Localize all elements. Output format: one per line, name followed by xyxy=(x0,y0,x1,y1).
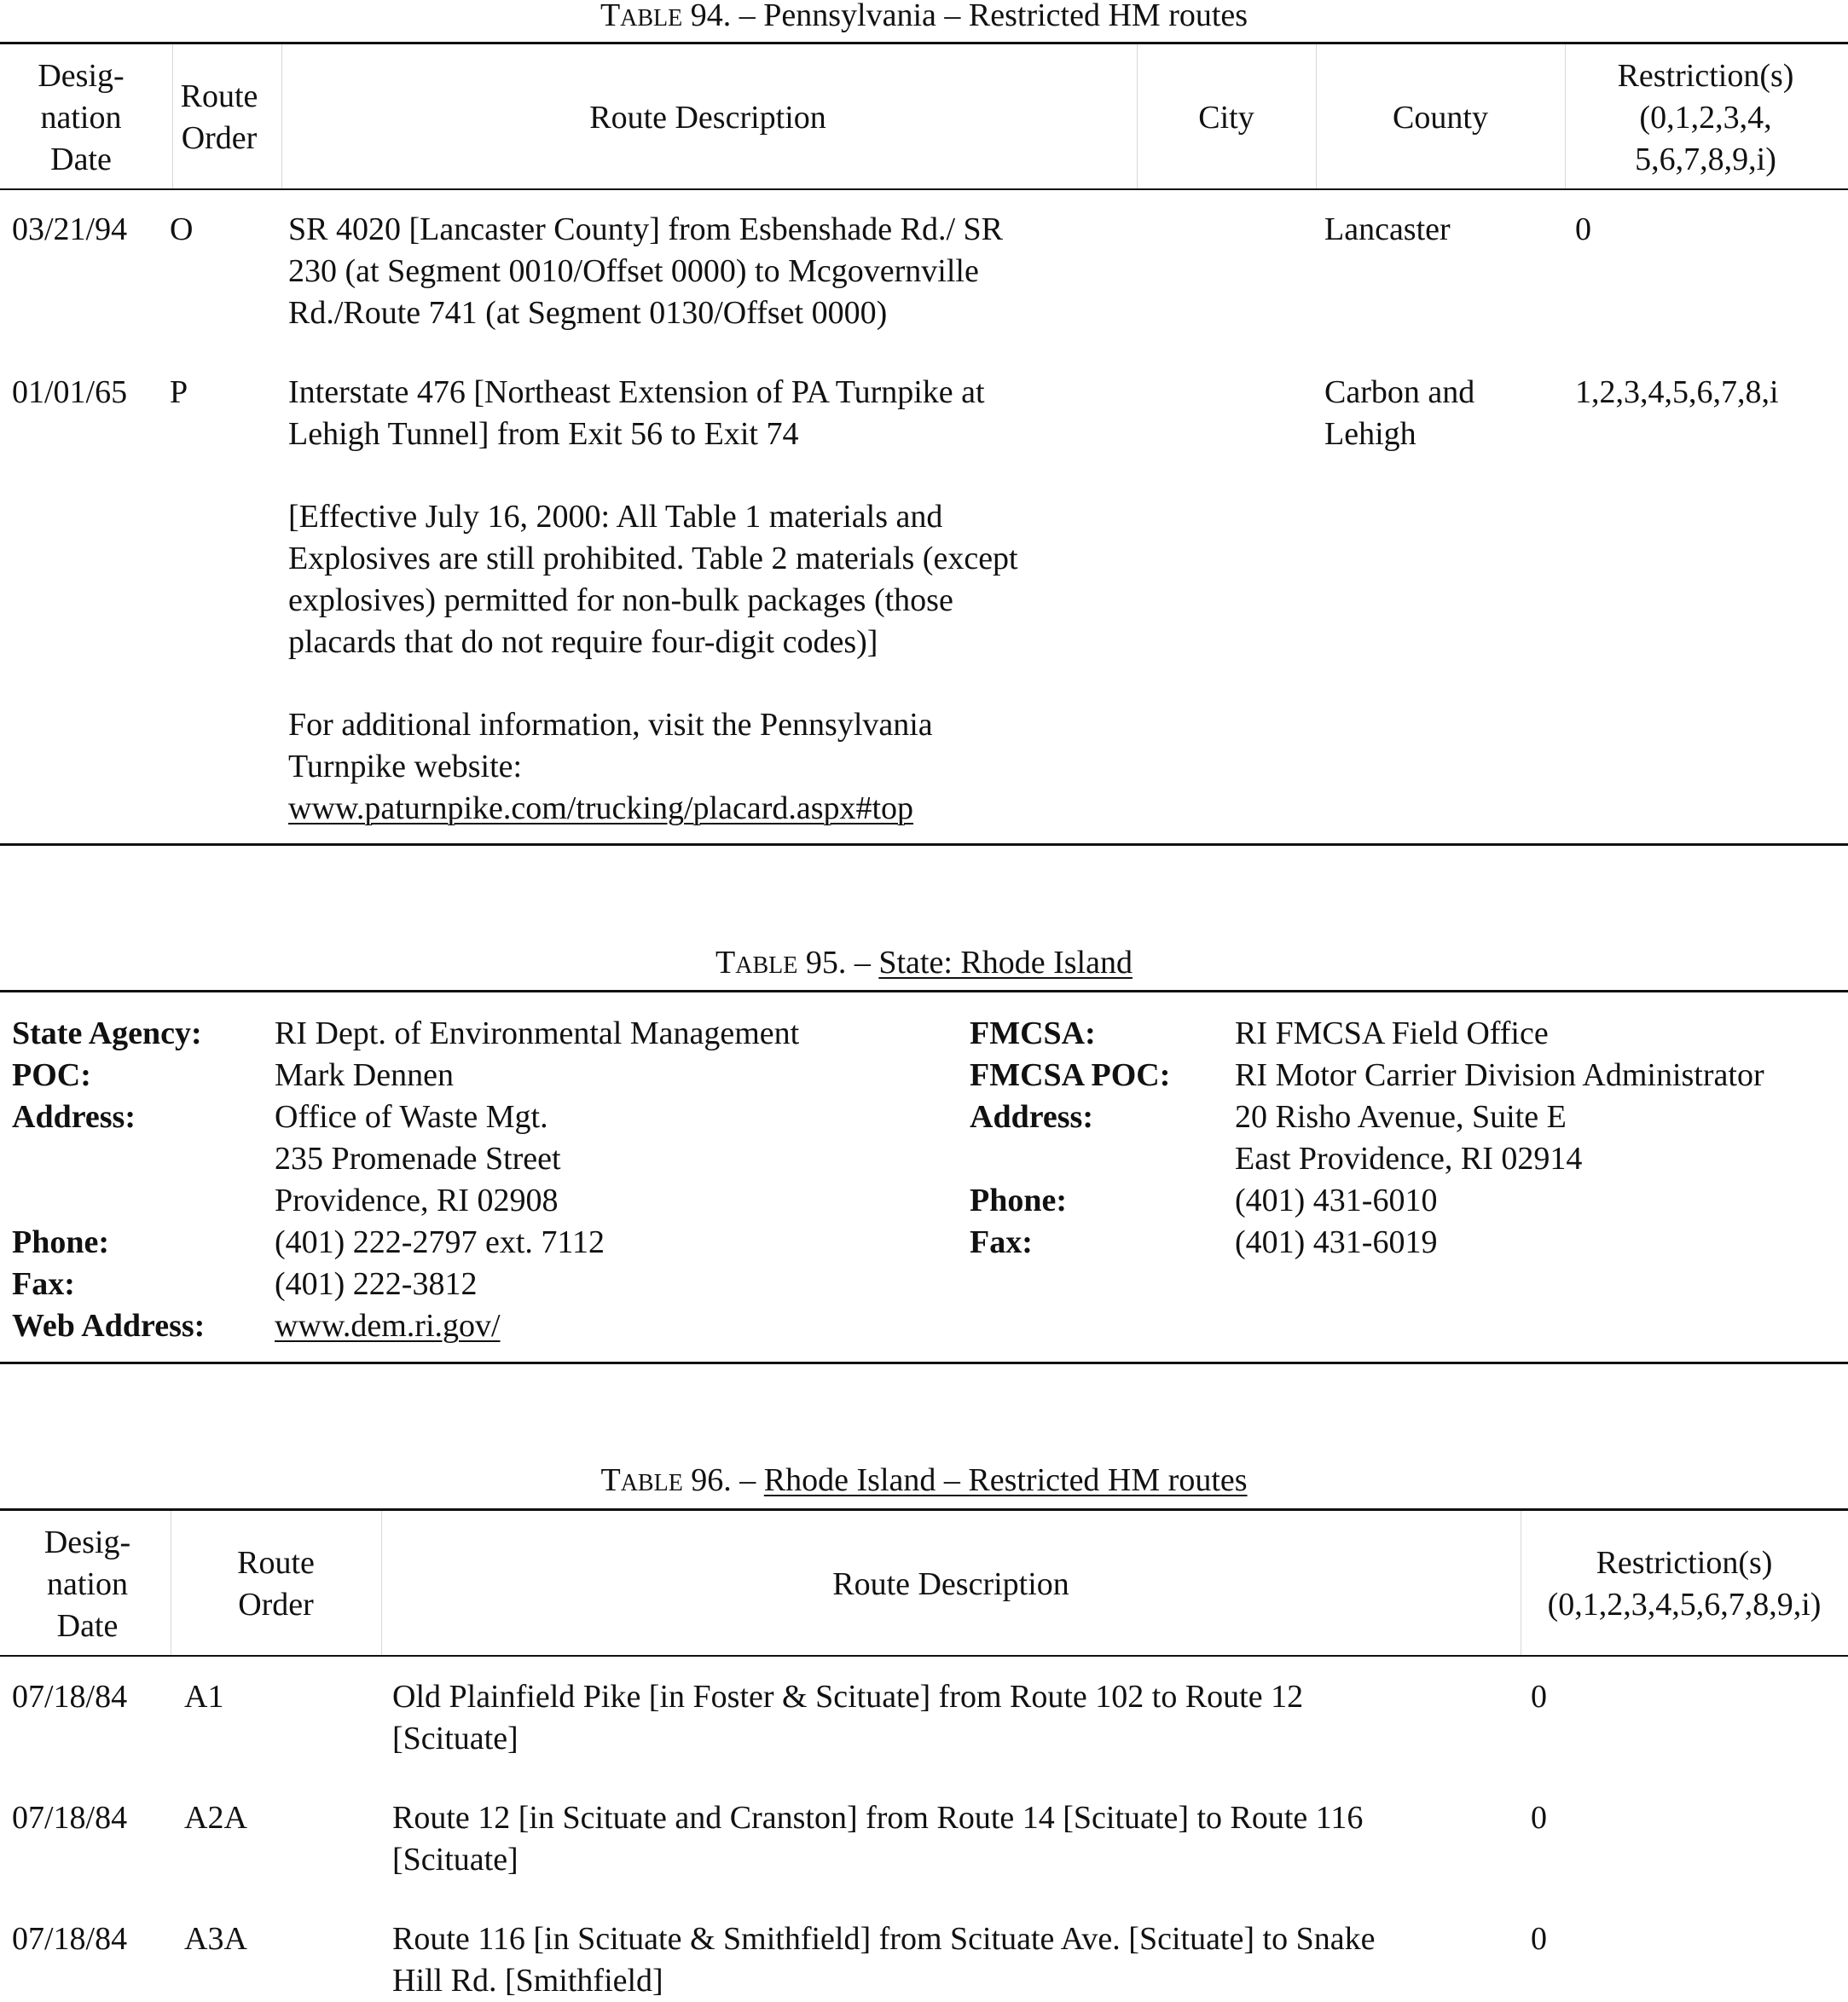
ri-fax-value: (401) 222-3812 xyxy=(275,1266,478,1302)
table94-row2-order: P xyxy=(170,374,188,410)
table96-row3-order: A3A xyxy=(184,1921,247,1957)
fmcsa-fax-value: (401) 431-6019 xyxy=(1235,1224,1438,1260)
table94-row1-order: O xyxy=(170,211,194,247)
fmcsa-poc-label: FMCSA POC: xyxy=(970,1057,1171,1093)
table94-row1-county: Lancaster xyxy=(1324,211,1451,247)
table96-header-restrictions: Restriction(s) (0,1,2,3,4,5,6,7,8,9,i) xyxy=(1547,1545,1822,1623)
fmcsa-phone-value: (401) 431-6010 xyxy=(1235,1183,1438,1218)
table96-header-route-order: Route Order xyxy=(237,1545,315,1623)
table94-row2-date: 01/01/65 xyxy=(12,374,128,410)
table94-bottom-rule xyxy=(0,843,1848,846)
table96-row3-restriction: 0 xyxy=(1531,1921,1547,1957)
table94-header-designation: Desig- nation Date xyxy=(38,58,125,177)
table96-row2-date: 07/18/84 xyxy=(12,1800,128,1836)
table96-row3-description: Route 116 [in Scituate & Smithfield] from Scituate Ave. [Scituate] to Snake Hill Rd. [Smithfield] xyxy=(392,1921,1376,1999)
ri-poc-value: Mark Dennen xyxy=(275,1057,454,1093)
table95-bottom-rule xyxy=(0,1362,1848,1364)
fmcsa-poc-value: RI Motor Carrier Division Administrator xyxy=(1235,1057,1764,1093)
table96-top-rule xyxy=(0,1508,1848,1511)
table96-caption: TABLE 96. – Rhode Island – Restricted HM routes xyxy=(600,1462,1248,1498)
table94-row1-date: 03/21/94 xyxy=(12,211,128,247)
table96-header-designation: Desig- nation Date xyxy=(43,1525,131,1644)
table95-caption: TABLE 95. – State: Rhode Island xyxy=(715,945,1133,981)
table96-row1-description: Old Plainfield Pike [in Foster & Scituate] from Route 102 to Route 12 [Scituate] xyxy=(392,1679,1304,1756)
fmcsa-label: FMCSA: xyxy=(970,1015,1096,1051)
ri-address-value: Office of Waste Mgt. 235 Promenade Street Providence, RI 02908 xyxy=(275,1099,561,1218)
ri-state-agency-label: State Agency: xyxy=(12,1015,202,1051)
table96-row1-date: 07/18/84 xyxy=(12,1679,128,1715)
ri-state-agency-value: RI Dept. of Environmental Management xyxy=(275,1015,800,1051)
table96-row2-description: Route 12 [in Scituate and Cranston] from Route 14 [Scituate] to Route 116 [Scituate] xyxy=(392,1800,1364,1878)
ri-web-label: Web Address: xyxy=(12,1308,206,1344)
fmcsa-phone-label: Phone: xyxy=(970,1183,1067,1218)
table94-row2-restriction: 1,2,3,4,5,6,7,8,i xyxy=(1575,374,1779,410)
table95-top-rule xyxy=(0,990,1848,992)
table94-caption-title: Pennsylvania – Restricted HM routes xyxy=(763,0,1248,33)
table94-header-city: City xyxy=(1198,100,1254,136)
table94-header-rule xyxy=(0,188,1848,190)
ri-web-value xyxy=(275,1305,501,1347)
table94-row2-county: Carbon and Lehigh xyxy=(1324,374,1475,452)
ri-poc-label: POC: xyxy=(12,1057,91,1093)
fmcsa-fax-label: Fax: xyxy=(970,1224,1033,1260)
table94-row1-description: SR 4020 [Lancaster County] from Esbenshade Rd./ SR 230 (at Segment 0010/Offset 0000) to Mcgovernville Rd./Route 741 (at Segment 0130/Offset 0000) xyxy=(288,211,1004,331)
table96-caption-number: 96. – xyxy=(691,1462,756,1498)
table94-row2-description: Interstate 476 [Northeast Extension of PA Turnpike at Lehigh Tunnel] from Exit 56 to Exit 74 xyxy=(288,374,985,452)
ri-phone-label: Phone: xyxy=(12,1224,109,1260)
table94-row2-note: [Effective July 16, 2000: All Table 1 materials and Explosives are still prohibited. Table 2 materials (except explosives) permitted for non-bulk packages (those placards that do not require four-digit codes)] xyxy=(288,499,1018,660)
table94-header-description: Route Description xyxy=(589,100,826,136)
table96-row1-order: A1 xyxy=(184,1679,224,1715)
table96-caption-title: Rhode Island – Restricted HM routes xyxy=(763,1462,1248,1498)
dem-web-link[interactable]: www.dem.ri.gov/ xyxy=(275,1308,501,1344)
paturnpike-link[interactable]: www.paturnpike.com/trucking/placard.aspx#top xyxy=(288,790,914,826)
ri-fax-label: Fax: xyxy=(12,1266,75,1302)
table96-row1-restriction: 0 xyxy=(1531,1679,1547,1715)
table95-caption-number: 95. – xyxy=(805,945,871,981)
ri-address-label: Address: xyxy=(12,1099,136,1135)
fmcsa-address-label: Address: xyxy=(970,1099,1093,1135)
table96-header-description: Route Description xyxy=(832,1566,1069,1602)
table96-row2-order: A2A xyxy=(184,1800,247,1836)
table94-header-restrictions: Restriction(s) (0,1,2,3,4, 5,6,7,8,9,i) xyxy=(1617,58,1794,177)
fmcsa-address-value: 20 Risho Avenue, Suite E East Providence, RI 02914 xyxy=(1235,1099,1583,1177)
ri-phone-value: (401) 222-2797 ext. 7112 xyxy=(275,1224,605,1260)
table94-caption-number: 94. – xyxy=(690,0,756,33)
table95-caption-title: State: Rhode Island xyxy=(878,945,1133,981)
fmcsa-value: RI FMCSA Field Office xyxy=(1235,1015,1549,1051)
table94-row2-info: For additional information, visit the Pennsylvania Turnpike website: www.paturnpike.com/trucking/placard.aspx#top xyxy=(288,707,933,826)
table94-header-route-order: Route Order xyxy=(180,78,258,156)
table94-header-county: County xyxy=(1393,100,1488,136)
table96-row3-date: 07/18/84 xyxy=(12,1921,128,1957)
table96-row2-restriction: 0 xyxy=(1531,1800,1547,1836)
table94-top-rule xyxy=(0,42,1848,44)
table94-caption: TABLE 94. – Pennsylvania – Restricted HM routes xyxy=(0,0,1848,39)
table96-header-rule xyxy=(0,1655,1848,1657)
table94-row1-restriction: 0 xyxy=(1575,211,1591,247)
